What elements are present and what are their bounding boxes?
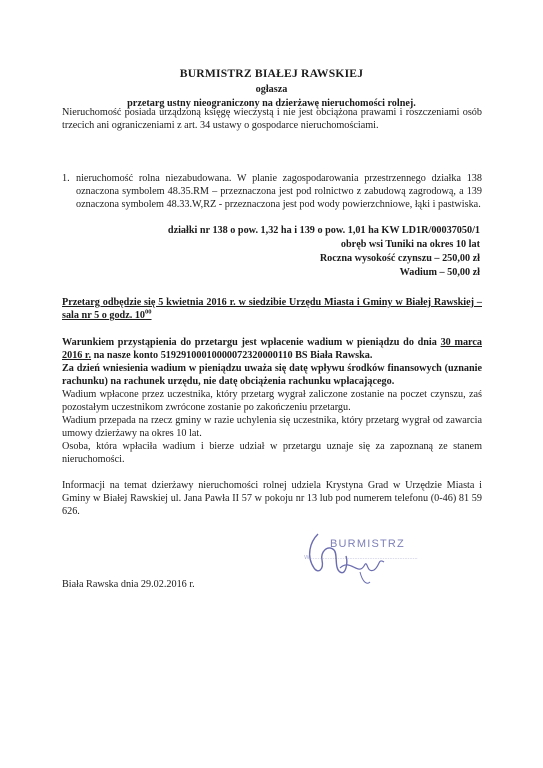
property-state-paragraph: Osoba, która wpłaciła wadium i bierze udział w przetargu uznaje się za zapoznaną ze stanem nieruchomości. <box>62 441 482 466</box>
parcel-line-2: obręb wsi Tuniki na okres 10 lat <box>340 239 480 250</box>
contact-info-paragraph: Informacji na temat dzierżawy nieruchomości rolnej udziela Krystyna Grad w Urzędzie Miasta i Gminy w Białej Rawskiej ul. Jana Pawła II 57 w pokoju nr 13 lub pod numerem telefonu (0-46) 81 59 626. <box>62 480 482 518</box>
stamp-text: BURMISTRZ <box>330 538 405 550</box>
document-subject: przetarg ustny nieograniczony na dzierżawę nieruchomości rolnej. <box>127 98 416 109</box>
intro-paragraph: Nieruchomość posiada urządzoną księgę wieczystą i nie jest obciążona prawami i roszczeniami osób trzecich ani ograniczeniami z art. 34 ustawy o gospodarce nieruchomościami. <box>62 107 482 132</box>
deposit-date-rule: Za dzień wniesienia wadium w pieniądzu uważa się datę wpływu środków finansowych (uznanie rachunku) na rachunek urzędu, nie datę obciążenia rachunku wpłacającego. <box>62 363 482 388</box>
conditions-part-2: na nasze konto 51929100010000072320000110 BS Biała Rawska. <box>93 350 373 362</box>
svg-text:W.............................: W................................................................. <box>304 555 418 561</box>
document-subtitle: ogłasza <box>255 84 288 95</box>
list-number: 1. <box>62 173 70 184</box>
list-text: nieruchomość rolna niezabudowana. W planie zagospodarowania przestrzennego działka 138 oznaczona symbolem 48.35.RM – przeznaczona jest pod rolnictwo z zabudową zagrodową, a 139 oznaczona symbolem 48.33.W,RZ - przeznaczona jest pod wody powierzchniowe, łąki i pastwiska. <box>76 173 482 211</box>
tender-text: Przetarg odbędzie się 5 kwietnia 2016 r. w siedzibie Urzędu Miasta i Gminy w Białej Rawskiej – sala nr 5 o godz. 10 <box>62 297 482 322</box>
deposit-forfeit-paragraph: Wadium przepada na rzecz gminy w razie uchylenia się uczestnika, który przetarg wygrał od zawarcia umowy dzierżawy na okres 10 lat. <box>62 415 482 440</box>
parcel-deposit: Wadium – 50,00 zł <box>399 267 480 278</box>
document-date: Biała Rawska dnia 29.02.2016 r. <box>62 579 195 590</box>
conditions-paragraph <box>62 336 482 362</box>
conditions-part-1: Warunkiem przystąpienia do przetargu jest wpłacenie wadium w pieniądzu do dnia <box>62 337 437 348</box>
document-title: BURMISTRZ BIAŁEJ RAWSKIEJ <box>179 67 364 80</box>
deadline-date: 30 marca 2016 r. <box>62 337 482 362</box>
parcel-line-1: działki nr 138 o pow. 1,32 ha i 139 o pow. 1,01 ha KW LD1R/00037050/1 <box>167 225 480 236</box>
deposit-credit-paragraph: Wadium wpłacone przez uczestnika, który przetarg wygrał zaliczone zostanie na poczet czynszu, zaś pozostałym uczestnikom zwrócone zostanie po zakończeniu przetargu. <box>62 389 482 414</box>
parcel-rent: Roczna wysokość czynszu – 250,00 zł <box>319 253 480 264</box>
tender-time-superscript: 00 <box>145 308 152 316</box>
tender-date-paragraph <box>62 296 482 322</box>
